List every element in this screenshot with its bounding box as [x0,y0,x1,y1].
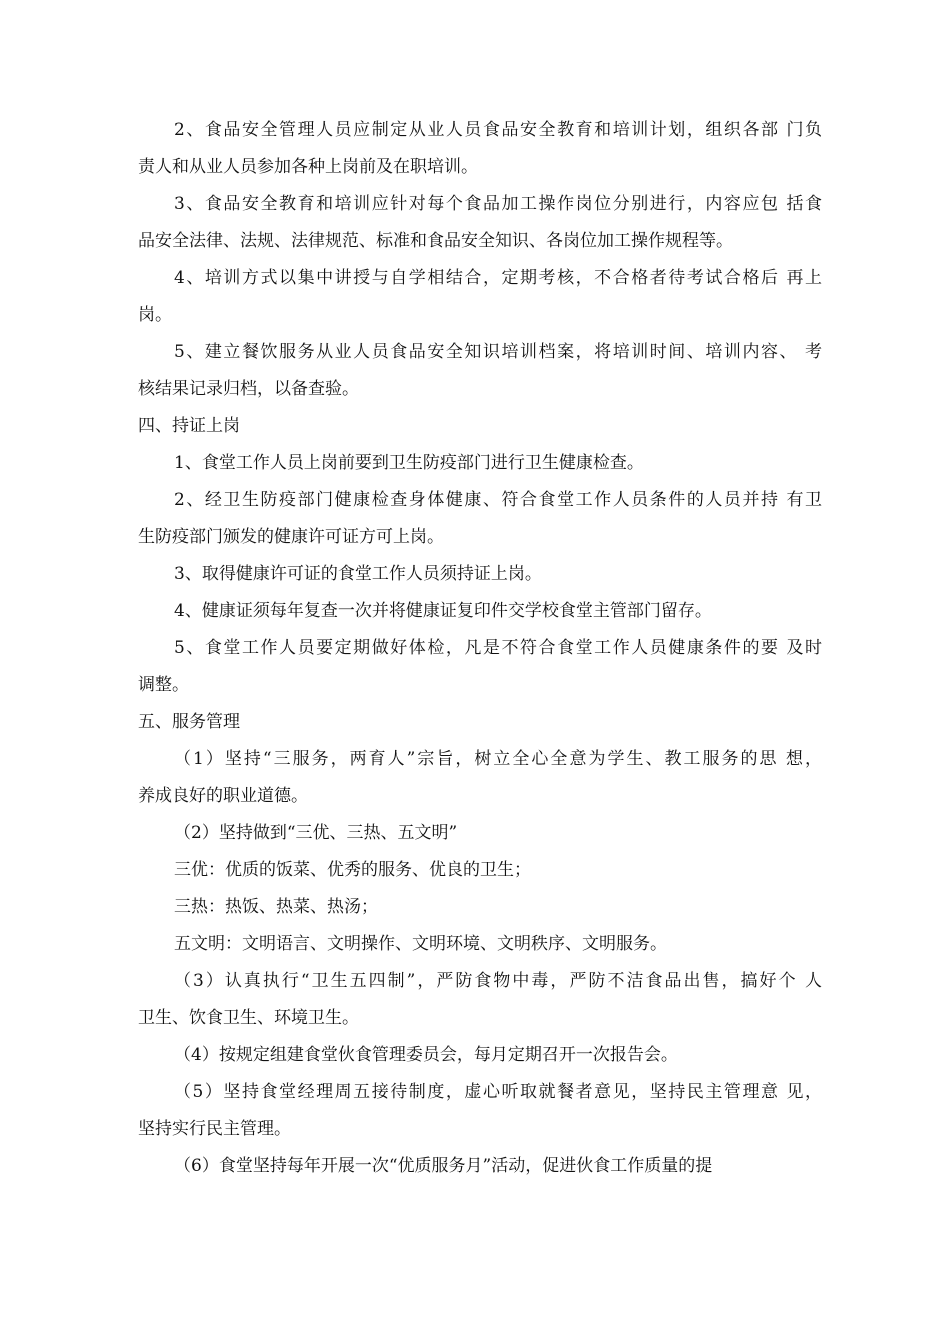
paragraph [138,445,822,482]
paragraph [138,852,822,889]
paragraph [138,334,822,408]
text-line: 调整。 [138,675,189,695]
text-line: 核结果记录归档，以备查验。 [138,379,359,399]
paragraph [138,1148,822,1185]
paragraph [138,741,822,815]
text-line: （3）认真执行“卫生五四制”，严防食物中毒，严防不洁食品出售，搞好个 人 [174,971,822,991]
paragraph [138,889,822,926]
text-line: 2、经卫生防疫部门健康检查身体健康、符合食堂工作人员条件的人员并持 有卫 [174,490,822,510]
text-line: 五、服务管理 [138,712,240,732]
paragraph [138,260,822,334]
text-line: 四、持证上岗 [138,416,240,436]
text-line: 4、健康证须每年复查一次并将健康证复印件交学校食堂主管部门留存。 [174,601,712,621]
paragraph [138,482,822,556]
text-line: 三优：优质的饭菜、优秀的服务、优良的卫生； [174,860,531,880]
text-line: 生防疫部门颁发的健康许可证方可上岗。 [138,527,444,547]
document-body [138,112,822,1185]
text-line: 三热：热饭、热菜、热汤； [174,897,378,917]
paragraph [138,556,822,593]
text-line: 岗。 [138,305,172,325]
paragraph [138,963,822,1037]
paragraph [138,926,822,963]
text-line: 五文明：文明语言、文明操作、文明环境、文明秩序、文明服务。 [174,934,667,954]
text-line: 养成良好的职业道德。 [138,786,308,806]
text-line: 1、食堂工作人员上岗前要到卫生防疫部门进行卫生健康检查。 [174,453,644,473]
paragraph [138,1037,822,1074]
paragraph [138,408,822,445]
paragraph [138,815,822,852]
text-line: 3、取得健康许可证的食堂工作人员须持证上岗。 [174,564,542,584]
text-line: 坚持实行民主管理。 [138,1119,291,1139]
text-line: 5、食堂工作人员要定期做好体检，凡是不符合食堂工作人员健康条件的要 及时 [174,638,822,658]
text-line: 2、食品安全管理人员应制定从业人员食品安全教育和培训计划，组织各部 门负 [174,120,822,140]
text-line: 5、建立餐饮服务从业人员食品安全知识培训档案，将培训时间、培训内容、 考 [174,342,822,362]
text-line: （5）坚持食堂经理周五接待制度，虚心听取就餐者意见，坚持民主管理意 见， [174,1082,822,1102]
paragraph [138,593,822,630]
text-line: （2）坚持做到“三优、三热、五文明” [174,823,458,843]
paragraph [138,186,822,260]
text-line: 3、食品安全教育和培训应针对每个食品加工操作岗位分别进行，内容应包 括食 [174,194,822,214]
paragraph [138,630,822,704]
text-line: 责人和从业人员参加各种上岗前及在职培训。 [138,157,478,177]
paragraph [138,1074,822,1148]
text-line: 品安全法律、法规、法律规范、标准和食品安全知识、各岗位加工操作规程等。 [138,231,733,251]
text-line: （6）食堂坚持每年开展一次“优质服务月”活动，促进伙食工作质量的提 [174,1156,713,1176]
text-line: 卫生、饮食卫生、环境卫生。 [138,1008,359,1028]
text-line: 4、培训方式以集中讲授与自学相结合，定期考核，不合格者待考试合格后 再上 [174,268,822,288]
paragraph [138,704,822,741]
paragraph [138,112,822,186]
text-line: （4）按规定组建食堂伙食管理委员会，每月定期召开一次报告会。 [174,1045,678,1065]
document-page [138,112,822,1185]
text-line: （1）坚持“三服务，两育人”宗旨，树立全心全意为学生、教工服务的思 想， [174,749,822,769]
